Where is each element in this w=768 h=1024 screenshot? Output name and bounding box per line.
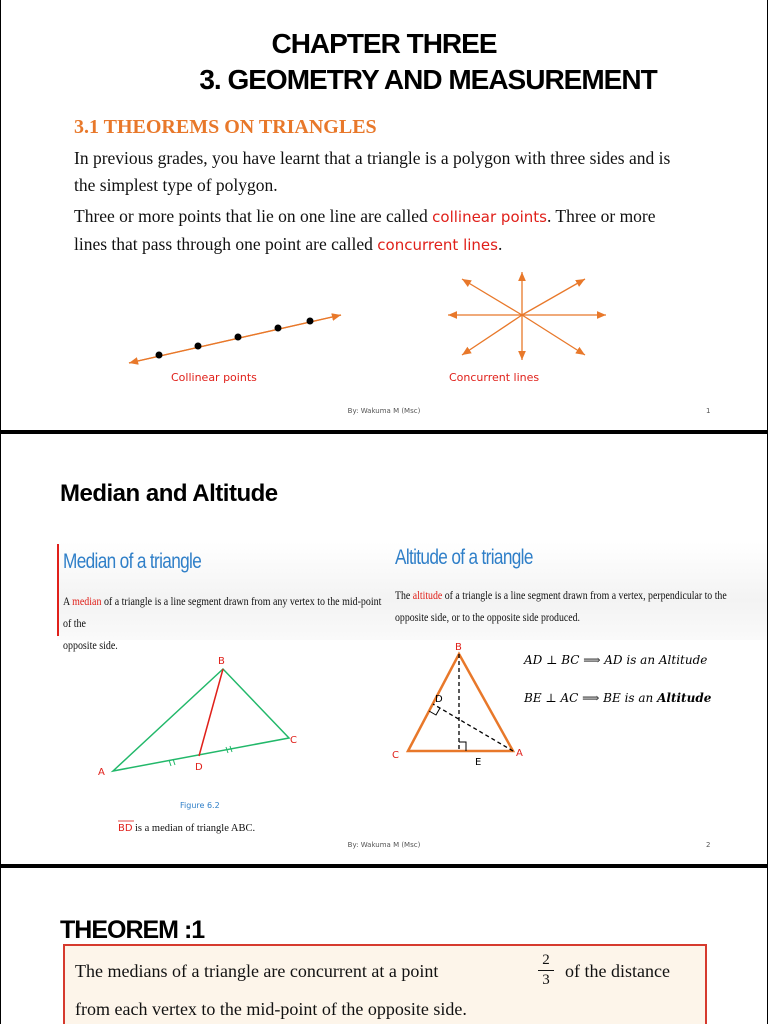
median-term: median [72, 594, 102, 608]
triangle-abc [113, 669, 289, 771]
concurrent-lines-diagram [448, 272, 606, 360]
equation-2-text: BE ⊥ AC ⟹ BE is an [524, 691, 658, 705]
definition-text: opposite side. [63, 638, 118, 652]
point [275, 325, 282, 332]
concurrent-caption: Concurrent lines [449, 371, 540, 384]
right-angle-mark [459, 742, 466, 751]
point [195, 343, 202, 350]
theorem-title: THEOREM :1 [60, 916, 205, 944]
concurrent-line [462, 279, 522, 315]
point-d-label: D [435, 694, 443, 705]
vertex-c-label: C [290, 735, 297, 746]
definition-text: of a triangle is a line segment drawn from a vertex, perpendicular to the [442, 588, 727, 602]
page-number: 1 [706, 407, 711, 415]
slide-title: Median and Altitude [60, 480, 278, 507]
triangle-abc [408, 654, 513, 751]
chapter-heading: CHAPTER THREE [271, 28, 497, 59]
definition-text: The [395, 588, 413, 602]
concurrent-line [522, 315, 585, 355]
definition-text: . Three or more [547, 206, 656, 226]
definition-text: A [63, 594, 73, 608]
theorem-text-line-2 [75, 999, 467, 1020]
theorem-text: of the distance [565, 961, 670, 981]
point-e-label: E [475, 757, 482, 768]
definition-text: opposite side, or to the opposite side produced. [395, 610, 581, 624]
figure-label: Figure 6.2 [180, 801, 220, 810]
concurrent-line [462, 315, 522, 355]
definition-text: of a triangle is a line segment drawn from any vertex to the mid-point of the [63, 594, 382, 630]
point [156, 352, 163, 359]
collinear-caption: Collinear points [171, 371, 257, 384]
theorem-text: The medians of a triangle are concurrent at a point [75, 961, 439, 981]
median-bd [199, 669, 223, 756]
theorem-text-line-1b [565, 961, 670, 982]
page-number: 2 [706, 841, 711, 849]
vertex-a-label: A [516, 748, 523, 759]
bd-caption: is a median of triangle ABC. [135, 823, 256, 834]
collinear-points-diagram [129, 315, 341, 363]
fraction-bar [538, 970, 554, 971]
median-triangle-figure [98, 656, 297, 778]
theorem-text-line-1 [75, 961, 438, 982]
footer-author: By: Wakuma M (Msc) [347, 841, 421, 849]
slide-3 [1, 868, 767, 1024]
intro-line-2: the simplest type of polygon. [74, 175, 278, 195]
slide-1 [1, 0, 767, 430]
median-heading: Median of a triangle [63, 550, 202, 573]
theorem-text: from each vertex to the mid-point of the opposite side. [75, 999, 467, 1019]
concurrent-line [522, 279, 585, 315]
point-d-label: D [195, 762, 203, 773]
definition-text: Three or more points that lie on one line are called [74, 206, 433, 226]
altitude-triangle-figure [392, 642, 523, 768]
chapter-title: 3. GEOMETRY AND MEASUREMENT [199, 64, 657, 95]
vertex-b-label: B [455, 642, 462, 653]
intro-line-1: In previous grades, you have learnt that a triangle is a polygon with three sides and is [74, 148, 671, 168]
equation-2-bold: Altitude [657, 691, 712, 705]
slide1-diagrams [1, 0, 767, 430]
section-heading: 3.1 THEOREMS ON TRIANGLES [74, 116, 377, 138]
definition-text: . [497, 234, 503, 254]
altitude-term: altitude [412, 588, 443, 602]
slide2-diagrams [1, 434, 767, 864]
collinear-points-term: collinear points [432, 208, 547, 226]
fraction-denominator: 3 [542, 972, 550, 988]
slide-2 [1, 434, 767, 864]
point [235, 334, 242, 341]
vertex-c-label: C [392, 750, 399, 761]
concurrent-lines-term: concurrent lines [377, 236, 498, 254]
definition-text: lines that pass through one point are called [74, 234, 378, 254]
equation-1: AD ⊥ BC ⟹ AD is an Altitude [524, 653, 708, 667]
fraction-numerator: 2 [542, 952, 550, 968]
equation-2 [524, 691, 711, 705]
fraction [538, 952, 554, 989]
bd-label: BD [118, 823, 133, 834]
point [307, 318, 314, 325]
altitude-heading: Altitude of a triangle [395, 546, 533, 569]
footer-author: By: Wakuma M (Msc) [347, 407, 421, 415]
vertex-a-label: A [98, 767, 105, 778]
vertex-b-label: B [218, 656, 225, 667]
